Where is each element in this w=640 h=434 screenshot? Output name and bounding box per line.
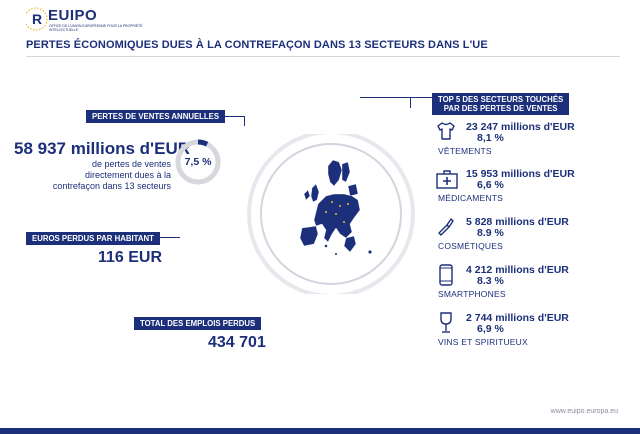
per-capita-value: 116 EUR (98, 249, 163, 266)
annual-loss-line2: directement dues à la (84, 170, 171, 180)
tag-jobs-lost: TOTAL DES EMPLOIS PERDUS (134, 317, 261, 330)
connector-top5-drop (410, 98, 411, 108)
sector-medicines (436, 168, 616, 214)
sector-clothing-label: VÊTEMENTS (438, 146, 492, 156)
tag-top5-line1: TOP 5 DES SECTEURS TOUCHÉS (438, 95, 564, 104)
tshirt-icon (436, 121, 456, 141)
sector-wines-label: VINS ET SPIRITUEUX (438, 337, 528, 347)
sector-smartphones-value: 4 212 millions d'EUR (466, 264, 569, 276)
footer-url: www.euipo.europa.eu (550, 408, 618, 415)
page-title: PERTES ÉCONOMIQUES DUES À LA CONTREFAÇON DANS 13 SECTEURS DANS L'UE (26, 39, 488, 51)
tag-annual-losses: PERTES DE VENTES ANNUELLES (86, 110, 225, 123)
sector-cosmetics-value: 5 828 millions d'EUR (466, 216, 569, 228)
sector-smartphones (436, 264, 616, 310)
percent-donut-label: 7,5 % (184, 156, 212, 168)
title-divider (26, 56, 620, 57)
tag-top5 (432, 93, 569, 115)
sector-wines-pct: 6,9 % (477, 323, 504, 335)
logo-name: EUIPO (48, 7, 98, 24)
annual-loss-value: 58 937 millions d'EUR (14, 139, 190, 158)
sector-cosmetics-label: COSMÉTIQUES (438, 241, 504, 251)
euipo-logo (26, 6, 146, 34)
sector-clothing-pct: 8,1 % (477, 132, 504, 144)
sector-medicines-pct: 6,6 % (477, 179, 504, 191)
cosmetics-icon (436, 216, 456, 236)
tag-per-capita: EUROS PERDUS PAR HABITANT (26, 232, 160, 245)
sector-wines-value: 2 744 millions d'EUR (466, 312, 569, 324)
tag-top5-line2: PAR DES PERTES DE VENTES (443, 104, 558, 113)
euipo-logo-icon (26, 6, 48, 32)
sector-smartphones-pct: 8.3 % (477, 275, 504, 287)
sector-cosmetics (436, 216, 616, 262)
sector-smartphones-label: SMARTPHONES (438, 289, 506, 299)
sector-medicines-label: MÉDICAMENTS (438, 193, 504, 203)
logo-subtitle: OFFICE DE L'UNION EUROPÉENNE POUR LA PROPRIÉTÉ INTELLECTUELLE (49, 24, 143, 32)
medicine-kit-icon (436, 170, 458, 190)
smartphone-icon (436, 264, 456, 286)
connector-annual-drop (244, 116, 245, 126)
sector-wines-spirits (436, 312, 616, 358)
annual-loss-line1: de pertes de ventes (91, 159, 171, 169)
annual-loss-line3: contrefaçon dans 13 secteurs (52, 181, 171, 191)
connector-per-capita (160, 237, 180, 238)
sector-clothing (436, 121, 616, 167)
sector-cosmetics-pct: 8.9 % (477, 227, 504, 239)
eu-map-globe (236, 134, 426, 294)
svg-text:R: R (32, 11, 43, 27)
jobs-lost-value: 434 701 (208, 334, 266, 351)
wine-glass-icon (436, 312, 456, 334)
sector-clothing-value: 23 247 millions d'EUR (466, 121, 575, 133)
sector-medicines-value: 15 953 millions d'EUR (466, 168, 575, 180)
footer-bar (0, 428, 640, 434)
connector-top5 (360, 97, 432, 98)
